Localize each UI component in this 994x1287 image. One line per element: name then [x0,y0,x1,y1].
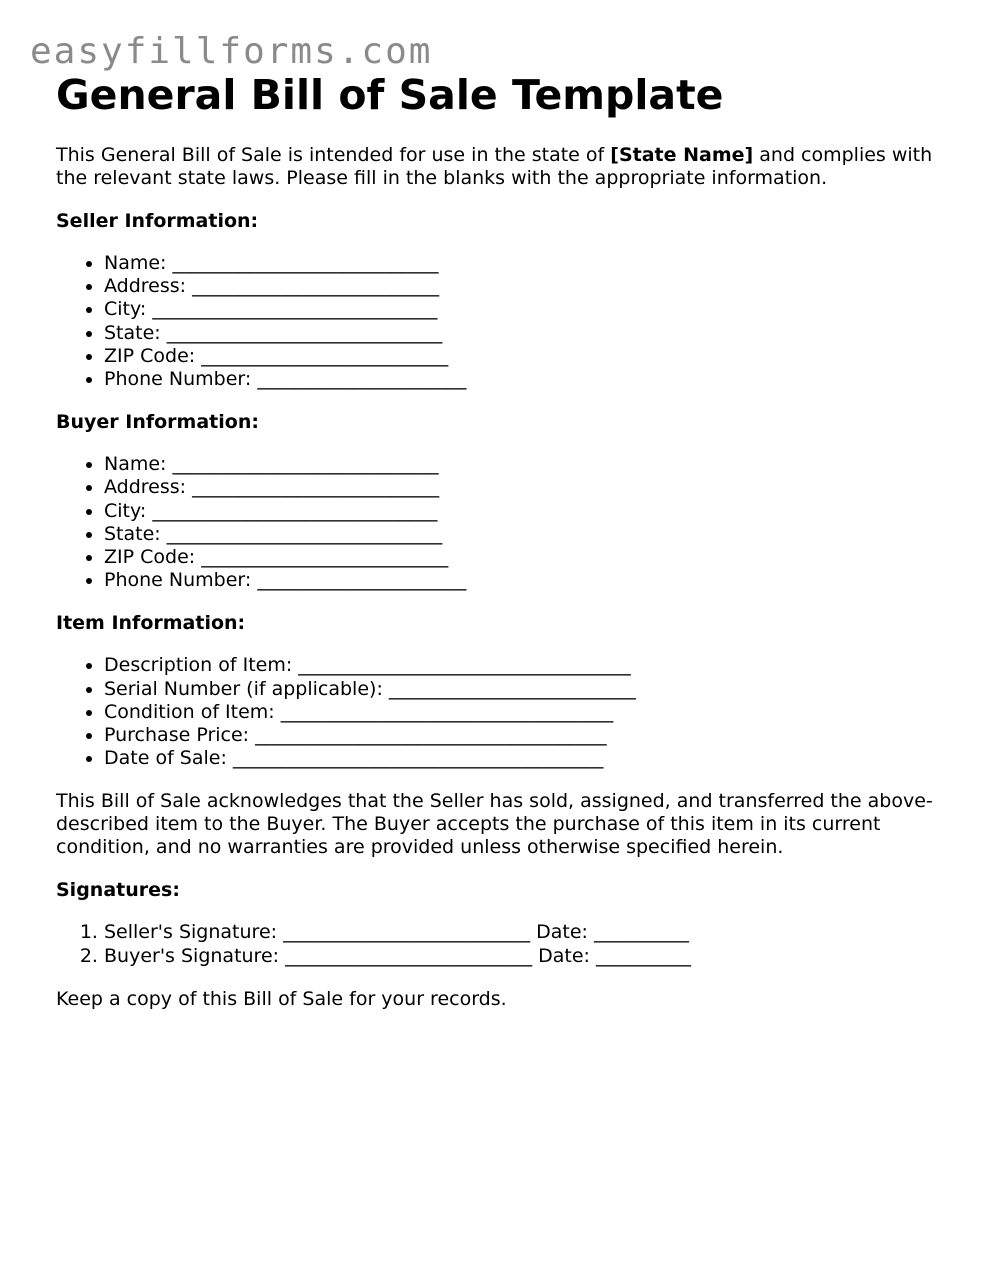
field-label: Description of Item: [104,654,299,677]
buyer-name-item [104,453,936,476]
seller-city-blank[interactable]: ______________________________ [152,298,438,321]
intro-paragraph [56,144,936,190]
seller-state-blank[interactable]: _____________________________ [166,321,443,344]
date-label: Date: [530,921,594,944]
buyer-signature-item [104,945,936,968]
buyer-phone-item [104,569,936,592]
field-label: Phone Number: [104,368,258,391]
watermark: easyfillforms.com [30,31,433,72]
field-label: City: [104,298,153,321]
seller-field-list [56,252,936,391]
seller-heading: Seller Information: [56,210,259,232]
item-price-blank[interactable]: _____________________________________ [255,724,607,747]
item-condition-blank[interactable]: ___________________________________ [280,700,614,723]
seller-zip-blank[interactable]: __________________________ [201,344,449,367]
item-date-item [104,747,936,770]
acknowledgement-paragraph: This Bill of Sale acknowledges that the Seller has sold, assigned, and transferred the above-described item to the Buyer. The Buyer accepts the purchase of this item in its current condition, and no warranties are provided unless otherwise specified herein. [56,790,933,859]
signature-list [56,921,936,967]
field-label: Buyer's Signature: [104,944,286,967]
item-price-item [104,724,936,747]
field-label: ZIP Code: [104,546,202,569]
buyer-field-list [56,453,936,592]
buyer-state-blank[interactable]: _____________________________ [166,522,443,545]
seller-state-item [104,322,936,345]
field-label: State: [104,321,167,344]
seller-city-item [104,298,936,321]
field-label: Seller's Signature: [104,921,284,944]
item-heading: Item Information: [56,612,246,635]
buyer-signature-blank[interactable]: __________________________ [285,944,533,967]
item-description-blank[interactable]: ___________________________________ [298,654,631,677]
seller-address-item [104,275,936,298]
buyer-city-blank[interactable]: ______________________________ [152,499,438,522]
seller-date-blank[interactable]: __________ [593,921,689,944]
item-condition-item [104,701,936,724]
seller-signature-item [104,921,936,944]
field-label: Name: [104,453,173,476]
field-label: Address: [104,275,193,298]
seller-address-blank[interactable]: __________________________ [192,275,440,298]
buyer-phone-blank[interactable]: ______________________ [257,569,467,592]
buyer-date-blank[interactable]: __________ [596,944,691,967]
field-label: Date of Sale: [104,747,233,770]
field-label: Address: [104,476,193,499]
item-date-blank[interactable]: _______________________________________ [232,747,604,770]
document-page [56,70,936,1011]
intro-text-after: and complies with the relevant state laws. Please fill in the blanks with the appropriate information. [56,144,933,189]
buyer-address-blank[interactable]: __________________________ [192,476,440,499]
field-label: Purchase Price: [104,724,256,747]
state-name-placeholder: [State Name] [610,144,754,166]
seller-signature-blank[interactable]: __________________________ [283,921,531,944]
buyer-zip-blank[interactable]: __________________________ [201,546,449,569]
date-label: Date: [532,944,596,967]
seller-phone-blank[interactable]: ______________________ [257,368,467,391]
field-label: Name: [104,252,173,274]
seller-zip-item [104,345,936,368]
buyer-name-blank[interactable]: ____________________________ [172,453,439,476]
buyer-city-item [104,500,936,523]
buyer-address-item [104,476,936,499]
seller-name-blank[interactable]: ____________________________ [172,252,439,274]
seller-name-item [104,252,936,275]
field-label: ZIP Code: [104,344,202,367]
field-label: State: [104,522,167,545]
item-serial-blank[interactable]: __________________________ [388,677,636,700]
item-serial-item [104,678,936,701]
item-description-item [104,654,936,677]
buyer-state-item [104,523,936,546]
field-label: City: [104,499,153,522]
closing-note: Keep a copy of this Bill of Sale for your records. [56,987,507,1010]
buyer-zip-item [104,546,936,569]
field-label: Condition of Item: [104,700,281,723]
intro-text-before: This General Bill of Sale is intended for use in the state of [56,144,611,166]
buyer-heading: Buyer Information: [56,411,259,434]
field-label: Phone Number: [104,569,258,592]
seller-phone-item [104,368,936,391]
document-title: General Bill of Sale Template [56,71,724,119]
field-label: Serial Number (if applicable): [104,677,389,700]
signatures-heading: Signatures: [56,879,180,902]
item-field-list [56,654,936,770]
